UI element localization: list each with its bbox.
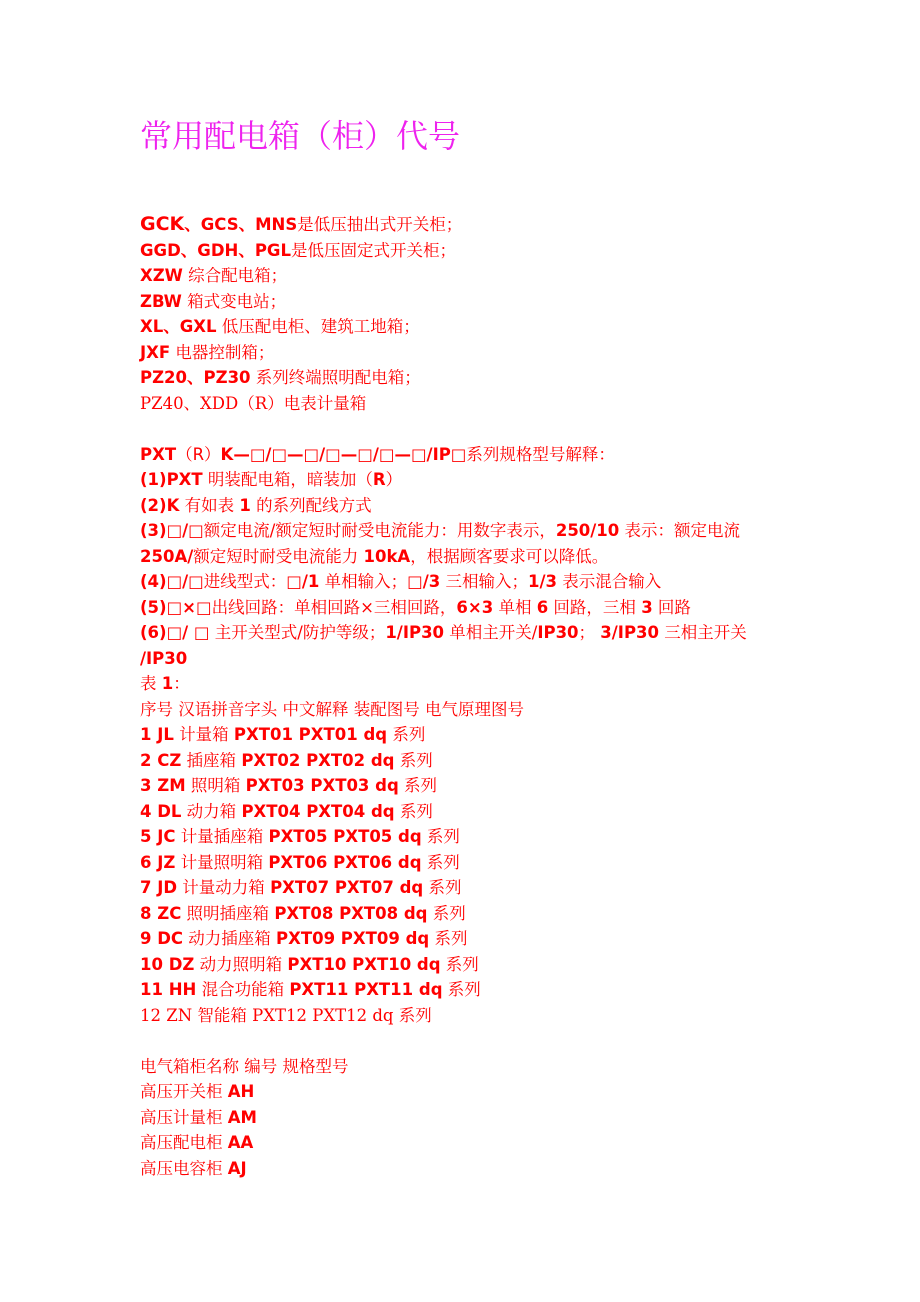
text-run: 250/10 (555, 521, 620, 540)
text-run: 电器控制箱； (170, 342, 275, 362)
text-run: 6 (536, 597, 549, 617)
text-run: 3 ZM (140, 776, 186, 795)
text-run: PXT11 PXT11 dq (289, 980, 443, 999)
text-run: 表示：额定电流 (619, 521, 741, 540)
text-run: 三相主开关 (659, 623, 747, 642)
document-body (140, 212, 780, 1181)
text-line (140, 263, 780, 289)
text-run: (4)□/□ (140, 572, 204, 591)
blank-line (140, 1028, 780, 1054)
text-run: 额定短时耐受电流能力 (193, 546, 364, 566)
text-line (140, 926, 780, 952)
text-run: /IP30 (140, 648, 188, 668)
text-line (140, 901, 780, 927)
text-run: 综合配电箱； (182, 266, 288, 285)
text-run: K—□/□—□/□—□/□—□/IP□ (220, 444, 467, 464)
text-run: PZ40、XDD（R）电表计量箱 (140, 393, 367, 413)
text-run: 系列终端照明配电箱； (250, 368, 421, 387)
text-run: 出线回路：单相回路×三相回路， (211, 597, 457, 617)
text-run: 6×3 (456, 597, 494, 617)
text-line (140, 799, 780, 825)
text-run: 10kA (363, 546, 411, 566)
text-run: GCK (140, 213, 185, 235)
text-run: 1 (161, 674, 174, 693)
text-line (140, 773, 780, 799)
text-run: 1/3 (528, 572, 557, 591)
text-run: IP30 (537, 623, 579, 642)
text-run: 动力箱 (181, 801, 242, 821)
text-run: 额定电流/额定短时耐受电流能力：用数字表示， (203, 521, 556, 540)
text-line (140, 620, 780, 646)
text-line (140, 493, 780, 519)
text-run: □/1 (286, 572, 320, 591)
text-run: 表示混合输入 (557, 572, 662, 591)
text-run: 高压计量柜 (140, 1107, 228, 1127)
text-run: 6 JZ (140, 852, 176, 872)
text-run: 250A/ (140, 546, 194, 566)
text-run: 的系列配线方式 (250, 495, 372, 515)
text-run: PXT09 PXT09 dq (276, 929, 430, 948)
text-run: PXT02 PXT02 dq (241, 750, 395, 770)
text-run: PXT08 PXT08 dq (274, 903, 428, 923)
text-run: 系列 (394, 750, 433, 770)
text-line (140, 289, 780, 315)
text-run: 箱式变电站； (181, 291, 287, 311)
text-run: 照明插座箱 (181, 903, 275, 923)
text-run: PXT10 PXT10 dq (287, 954, 441, 974)
text-run: 系列 (421, 827, 460, 846)
text-run: R (372, 470, 386, 489)
text-run: 系列 (394, 801, 433, 821)
text-run: 3 (641, 597, 653, 617)
text-run: ： (173, 674, 190, 693)
text-run: 高压开关柜 (140, 1082, 228, 1101)
text-line (140, 391, 780, 417)
text-line (140, 212, 780, 238)
text-run: (5)□×□ (140, 597, 212, 617)
text-run: (2)K (140, 495, 180, 515)
text-run: 序号 汉语拼音字头 中文解释 装配图号 电气原理图号 (140, 699, 524, 719)
text-run: （R） (176, 444, 221, 464)
text-run: 动力照明箱 (194, 954, 288, 974)
text-line (140, 1130, 780, 1156)
text-run: 计量动力箱 (177, 878, 271, 897)
text-run: 主开关型式/防护等级； (209, 623, 386, 642)
text-run: □/3 (407, 572, 441, 591)
text-line (140, 722, 780, 748)
text-run: 系列 (442, 980, 481, 999)
text-line (140, 340, 780, 366)
text-line (140, 365, 780, 391)
text-run: 系列 (429, 929, 468, 948)
text-run: AA (227, 1133, 254, 1152)
text-run: 单相输入； (319, 572, 408, 591)
text-run: 系列 (421, 852, 460, 872)
text-run: 高压电容柜 (140, 1158, 228, 1178)
text-run: PXT (140, 444, 177, 464)
text-run: XL、GXL (140, 317, 217, 336)
text-run: 、GCS、MNS (184, 215, 298, 234)
text-run: 系列 (440, 954, 479, 974)
text-run: 系列 (423, 878, 462, 897)
text-line (140, 671, 780, 697)
text-run: 4 DL (140, 801, 182, 821)
text-line (140, 544, 780, 570)
text-run: 系列 (427, 903, 466, 923)
text-line (140, 824, 780, 850)
text-run: 1 JL (140, 725, 174, 744)
text-run: 表 (140, 674, 162, 693)
text-line (140, 595, 780, 621)
text-run: 计量插座箱 (175, 827, 269, 846)
text-run: 照明箱 (185, 776, 246, 795)
text-run: 1/IP30 (385, 623, 445, 642)
text-line (140, 875, 780, 901)
text-run: JXF (140, 342, 171, 362)
text-run: 回路 (652, 597, 691, 617)
text-run: GGD、GDH、PGL (140, 240, 291, 260)
text-run: 高压配电柜 (140, 1133, 228, 1152)
document-title: 常用配电箱（柜）代号 (140, 117, 461, 155)
text-run: 电气箱柜名称 编号 规格型号 (140, 1056, 349, 1076)
text-run: (3)□/□ (140, 521, 204, 540)
text-run: 5 JC (140, 827, 176, 846)
text-line (140, 314, 780, 340)
text-run: PXT06 PXT06 dq (268, 852, 422, 872)
text-line (140, 1003, 780, 1029)
text-run: AJ (227, 1158, 247, 1178)
text-run: ，根据顾客要求可以降低。 (410, 546, 609, 566)
text-line (140, 1054, 780, 1080)
text-line (140, 748, 780, 774)
text-run: 三相输入； (440, 572, 528, 591)
text-run: 单相 (493, 597, 537, 617)
text-run: 进线型式： (203, 572, 287, 591)
text-line (140, 850, 780, 876)
text-run: 单相主开关/ (444, 623, 538, 642)
text-run: ； (578, 623, 601, 642)
text-run: 是低压抽出式开关柜； (297, 215, 463, 234)
text-run: 动力插座箱 (183, 929, 277, 948)
text-run: 有如表 (179, 495, 240, 515)
text-run: 混合功能箱 (196, 980, 290, 999)
text-line (140, 1105, 780, 1131)
text-run: (1)PXT (140, 470, 203, 489)
text-line (140, 569, 780, 595)
text-run: 10 DZ (140, 954, 195, 974)
text-line (140, 646, 780, 672)
text-run: PXT07 PXT07 dq (270, 878, 424, 897)
text-run: PZ20、PZ30 (140, 368, 251, 387)
text-run: 系列 (387, 725, 426, 744)
text-run: 是低压固定式开关柜； (290, 240, 456, 260)
text-run: 明装配电箱，暗装加（ (202, 470, 373, 489)
text-run: PXT03 PXT03 dq (245, 776, 399, 795)
text-line (140, 952, 780, 978)
text-run: PXT04 PXT04 dq (241, 801, 395, 821)
text-run: 11 HH (140, 980, 197, 999)
text-line (140, 442, 780, 468)
text-run: 7 JD (140, 878, 178, 897)
text-run: 9 DC (140, 929, 184, 948)
text-run: 3/IP30 (600, 623, 659, 642)
text-run: 1 (239, 495, 251, 515)
text-run: 系列规格型号解释： (466, 444, 615, 464)
blank-line (140, 416, 780, 442)
text-run: PXT01 PXT01 dq (233, 725, 388, 744)
text-run: 2 CZ (140, 750, 182, 770)
text-run: XZW (140, 266, 183, 285)
text-line (140, 1156, 780, 1182)
text-line (140, 238, 780, 264)
text-line (140, 697, 780, 723)
text-run: 低压配电柜、建筑工地箱； (216, 317, 420, 336)
text-line (140, 518, 780, 544)
text-run: ZBW (140, 291, 182, 311)
text-run: AH (227, 1082, 255, 1101)
text-run: 回路，三相 (548, 597, 642, 617)
text-line (140, 977, 780, 1003)
text-run: PXT05 PXT05 dq (268, 827, 422, 846)
text-line (140, 467, 780, 493)
text-run: 12 ZN 智能箱 PXT12 PXT12 dq 系列 (140, 1005, 432, 1025)
text-run: 插座箱 (181, 750, 242, 770)
text-run: 8 ZC (140, 903, 182, 923)
text-run: 系列 (398, 776, 438, 795)
text-line (140, 1079, 780, 1105)
text-run: ） (385, 470, 403, 489)
text-run: 计量照明箱 (175, 852, 269, 872)
text-run: AM (227, 1107, 257, 1127)
text-run: 计量箱 (173, 725, 234, 744)
text-run: (6)□/ □ (140, 623, 210, 642)
